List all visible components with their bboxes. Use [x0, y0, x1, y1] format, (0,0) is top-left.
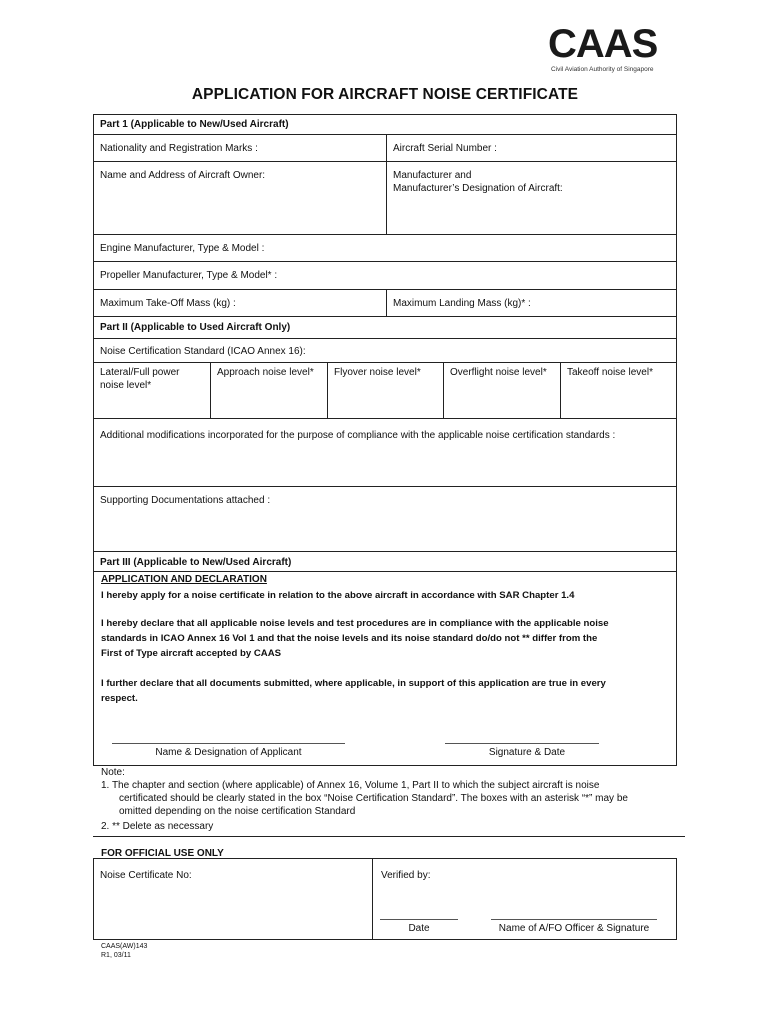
documents-field[interactable]: Supporting Documentations attached :: [100, 495, 271, 506]
propeller-row: [94, 262, 676, 290]
verification-cell: [372, 859, 676, 939]
lateral-noise-label-1: Lateral/Full power: [100, 367, 180, 378]
declaration-comply: [101, 616, 609, 661]
form-code: CAAS(AW)143: [101, 943, 148, 950]
form-reference: [101, 942, 147, 960]
official-use-box: [93, 858, 677, 940]
overflight-noise-field[interactable]: Overflight noise level*: [443, 363, 560, 418]
declaration-area: [94, 572, 676, 766]
declaration-apply: I hereby apply for a noise certificate in relation to the above aircraft in accordance with SAR Chapter 1.4: [101, 590, 575, 601]
mtom-field[interactable]: Maximum Take-Off Mass (kg) :: [100, 298, 236, 309]
manufacturer-label-2: Manufacturer’s Designation of Aircraft:: [393, 183, 563, 194]
part3-heading: Part III (Applicable to New/Used Aircraft): [100, 557, 292, 568]
officer-signature-line[interactable]: [491, 919, 657, 920]
declaration-truth: [101, 676, 606, 706]
certificate-number-field[interactable]: Noise Certificate No:: [100, 870, 192, 881]
official-heading: FOR OFFICIAL USE ONLY: [101, 848, 224, 859]
flyover-noise-field[interactable]: Flyover noise level*: [327, 363, 443, 418]
note-1-line-2: certificated should be clearly stated in the box “Noise Certification Standard”. The boxes with an asterisk “*” may be: [119, 793, 628, 804]
modifications-field[interactable]: Additional modifications incorporated for the purpose of compliance with the applicable noise certification standards :: [100, 430, 616, 441]
declaration-comply-1: I hereby declare that all applicable noise levels and test procedures are in compliance with the applicable noise: [101, 618, 609, 629]
form-revision: R1, 03/11: [101, 952, 131, 959]
noise-levels-row: [94, 363, 676, 419]
lateral-noise-field[interactable]: [94, 363, 210, 418]
declaration-comply-2: standards in ICAO Annex 16 Vol 1 and that the noise levels and its noise standard do/do not ** differ from the: [101, 633, 598, 644]
verified-by-label: Verified by:: [381, 870, 431, 881]
propeller-field[interactable]: Propeller Manufacturer, Type & Model* :: [100, 270, 278, 281]
owner-row: [94, 162, 676, 235]
officer-signature-label: Name of A/FO Officer & Signature: [498, 923, 650, 934]
declaration-subheading: APPLICATION AND DECLARATION: [101, 574, 267, 585]
owner-field[interactable]: Name and Address of Aircraft Owner:: [100, 170, 266, 181]
note-2: 2. ** Delete as necessary: [101, 821, 214, 832]
applicant-signature-label: Name & Designation of Applicant: [155, 747, 302, 758]
logo-wordmark: CAAS: [548, 22, 658, 66]
application-form: [93, 114, 677, 766]
part1-heading-row: [94, 115, 676, 135]
note-1-line-3: omitted depending on the noise certification Standard: [119, 806, 356, 817]
manufacturer-field[interactable]: [386, 162, 676, 234]
takeoff-noise-field[interactable]: Takeoff noise level*: [560, 363, 676, 418]
nationality-field[interactable]: Nationality and Registration Marks :: [100, 143, 258, 154]
approach-noise-field[interactable]: Approach noise level*: [210, 363, 327, 418]
note-label: Note:: [101, 767, 125, 778]
declaration-comply-3: First of Type aircraft accepted by CAAS: [101, 648, 282, 659]
section-divider: [93, 836, 685, 837]
manufacturer-label-1: Manufacturer and: [393, 170, 472, 181]
note-1-line-1: 1. The chapter and section (where applicable) of Annex 16, Volume 1, Part II to which the subject aircraft is noise: [101, 780, 600, 791]
documents-row: [94, 487, 676, 552]
engine-field[interactable]: Engine Manufacturer, Type & Model :: [100, 243, 265, 254]
date-signature-label: Signature & Date: [488, 747, 566, 758]
caas-logo: [548, 24, 668, 76]
declaration-truth-2: respect.: [101, 693, 138, 704]
modifications-row: [94, 419, 676, 487]
standard-field[interactable]: Noise Certification Standard (ICAO Annex 16):: [100, 346, 306, 357]
logo-subtitle: Civil Aviation Authority of Singapore: [551, 66, 654, 73]
verify-date-label: Date: [408, 923, 430, 934]
engine-row: [94, 235, 676, 262]
mass-row: [94, 290, 676, 317]
applicant-signature-line[interactable]: [112, 743, 345, 744]
verify-date-line[interactable]: [380, 919, 458, 920]
part3-heading-row: [94, 552, 676, 572]
part2-heading-row: [94, 317, 676, 339]
note-1: [101, 779, 628, 818]
part1-heading: Part 1 (Applicable to New/Used Aircraft): [100, 119, 289, 130]
nationality-row: [94, 135, 676, 162]
lateral-noise-label-2: noise level*: [100, 380, 152, 391]
date-signature-line[interactable]: [445, 743, 599, 744]
page-title: APPLICATION FOR AIRCRAFT NOISE CERTIFICATE: [191, 86, 579, 103]
standard-row: [94, 339, 676, 363]
declaration-truth-1: I further declare that all documents submitted, where applicable, in support of this application are true in every: [101, 678, 606, 689]
part2-heading: Part II (Applicable to Used Aircraft Only): [100, 322, 291, 333]
serial-number-field[interactable]: Aircraft Serial Number :: [386, 135, 676, 161]
mlm-field[interactable]: Maximum Landing Mass (kg)* :: [386, 290, 676, 316]
